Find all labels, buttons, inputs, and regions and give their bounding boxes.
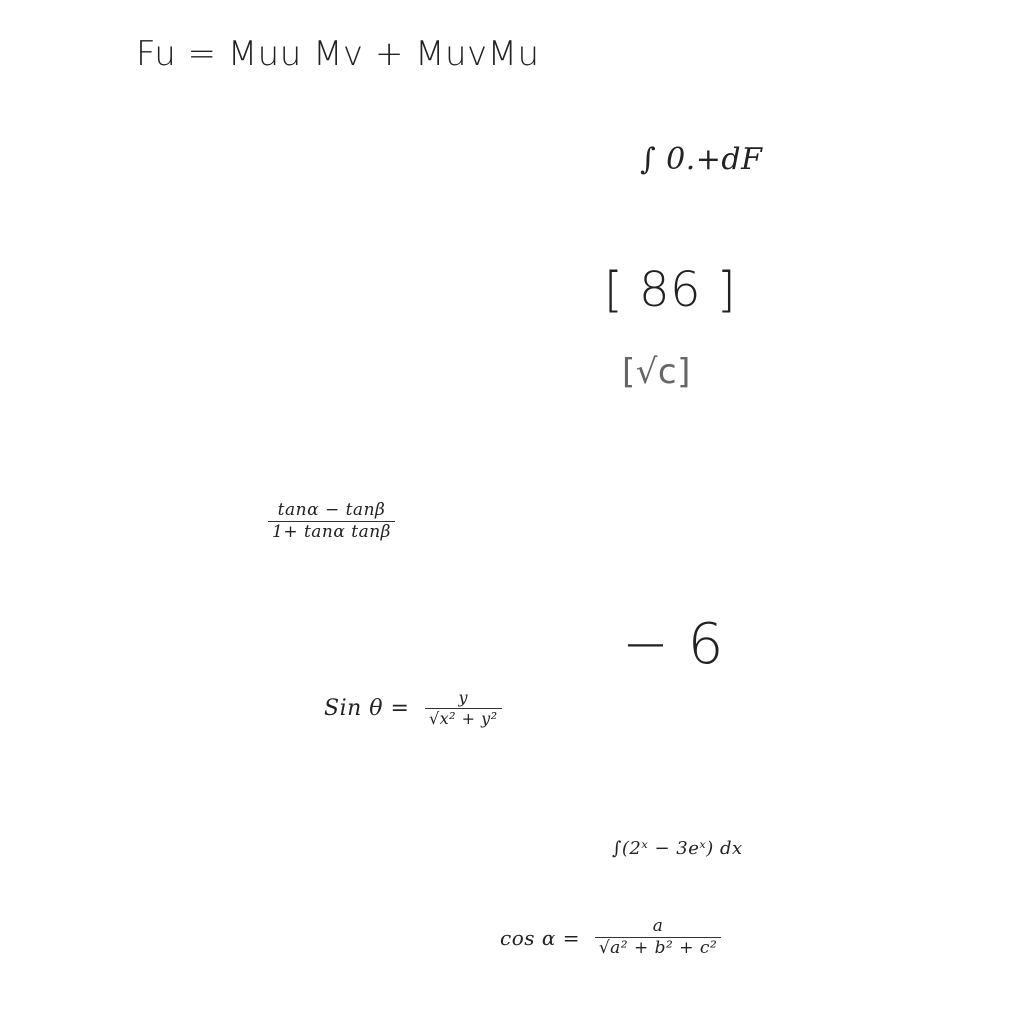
- cos-lhs: cos α =: [500, 925, 580, 950]
- integral-expression-1: ∫ 0.+dF: [640, 142, 763, 177]
- cos-alpha-equation: [500, 916, 721, 960]
- fraction-numerator: y: [458, 688, 469, 707]
- bracket-86: [ 86 ]: [604, 262, 737, 318]
- fraction-denominator: 1+ tanα tanβ: [272, 522, 392, 543]
- fraction-denominator: √a² + b² + c²: [598, 938, 718, 959]
- sin-lhs: Sin θ =: [324, 696, 410, 721]
- bracket-sqrt-c: [√c]: [622, 352, 691, 392]
- sin-theta-equation: [324, 688, 502, 729]
- fraction-denominator: √x² + y²: [428, 709, 498, 728]
- fraction-numerator: tanα − tanβ: [277, 500, 386, 520]
- equation-fu: Fu = Muu Mv + MuvMu: [136, 34, 540, 74]
- tan-difference-fraction: [268, 500, 395, 544]
- negative-six: − 6: [622, 612, 724, 677]
- fraction: [425, 688, 502, 729]
- fraction-numerator: a: [652, 916, 664, 936]
- fraction: [595, 916, 721, 960]
- fraction: [268, 500, 395, 544]
- integral-expression-2: ∫(2ˣ − 3eˣ) dx: [612, 838, 743, 859]
